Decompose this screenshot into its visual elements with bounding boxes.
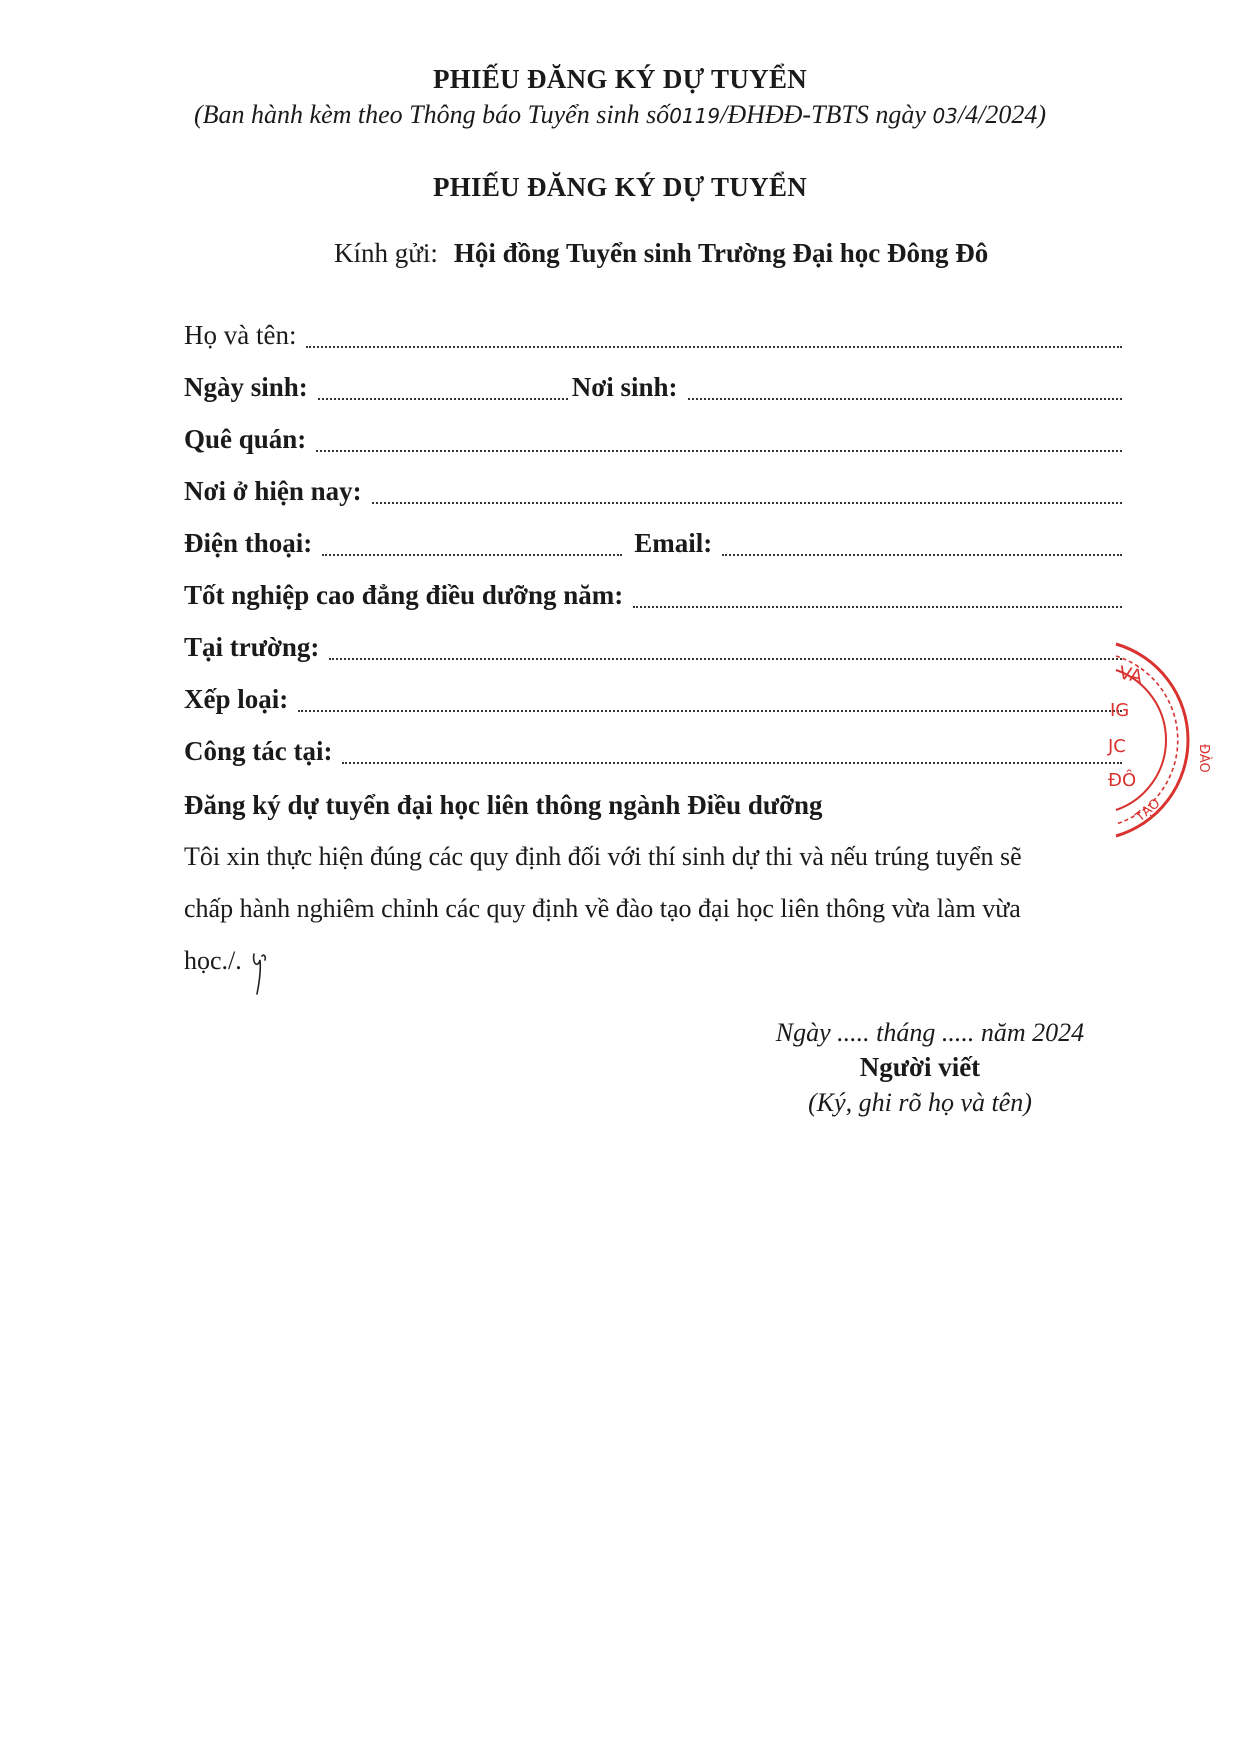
classification-blank[interactable] xyxy=(298,688,1122,712)
issuance-note-middle: /ĐHĐĐ-TBTS ngày xyxy=(720,100,933,129)
birth-field-row xyxy=(184,372,1122,406)
school-field xyxy=(184,632,1122,666)
workplace-blank[interactable] xyxy=(342,740,1122,764)
svg-text:VÀ: VÀ xyxy=(1116,662,1145,688)
signature-writer-title: Người viết xyxy=(859,1052,981,1082)
svg-text:TẠO: TẠO xyxy=(1132,796,1164,826)
svg-text:ĐÀO: ĐÀO xyxy=(1196,744,1211,773)
graduation-year-field xyxy=(184,580,1122,614)
commitment-line-2: chấp hành nghiêm chỉnh các quy định về đào tạo đại học liên thông vừa làm vừa xyxy=(184,894,1021,923)
addressee-line xyxy=(334,238,988,269)
issuance-note-prefix: (Ban hành kèm theo Thông báo Tuyển sinh số xyxy=(194,100,670,129)
birth-place-label: Nơi sinh: xyxy=(571,372,678,402)
hometown-blank[interactable] xyxy=(316,428,1122,452)
graduation-year-label: Tốt nghiệp cao đẳng điều dưỡng năm: xyxy=(184,580,624,610)
email-label: Email: xyxy=(634,528,713,558)
commitment-line-1: Tôi xin thực hiện đúng các quy định đối với thí sinh dự thi và nếu trúng tuyển sẽ xyxy=(184,842,1022,871)
workplace-field xyxy=(184,736,1122,770)
phone-label: Điện thoại: xyxy=(184,528,313,558)
birth-date-blank[interactable] xyxy=(318,376,568,400)
birth-place-blank[interactable] xyxy=(688,376,1122,400)
addressee-label: Kính gửi: xyxy=(334,238,438,268)
classification-label: Xếp loại: xyxy=(184,684,289,714)
graduation-year-blank[interactable] xyxy=(633,584,1122,608)
svg-text:IG: IG xyxy=(1110,700,1130,721)
current-address-field xyxy=(184,476,1122,510)
signature-note: (Ký, ghi rõ họ và tên) xyxy=(808,1088,1032,1117)
school-label: Tại trường: xyxy=(184,632,320,662)
form-title: PHIẾU ĐĂNG KÝ DỰ TUYỂN xyxy=(432,172,808,202)
hometown-field xyxy=(184,424,1122,458)
full-name-blank[interactable] xyxy=(306,324,1122,348)
addressee-name: Hội đồng Tuyển sinh Trường Đại học Đông Đô xyxy=(453,238,989,268)
official-seal-icon xyxy=(1096,640,1240,840)
phone-blank[interactable] xyxy=(322,532,622,556)
handwritten-day: 03 xyxy=(932,104,958,128)
classification-field xyxy=(184,684,1122,718)
svg-text:JC: JC xyxy=(1108,736,1126,757)
issuance-note-suffix: /4/2024) xyxy=(957,100,1046,129)
signature-date-line: Ngày ..... tháng ..... năm 2024 xyxy=(775,1018,1085,1047)
commitment-line-3: học./. xyxy=(184,946,242,975)
full-name-label: Họ và tên: xyxy=(184,320,297,350)
handwritten-number: 0119 xyxy=(669,104,721,128)
workplace-label: Công tác tại: xyxy=(184,736,333,766)
current-address-blank[interactable] xyxy=(372,480,1122,504)
initial-mark-icon xyxy=(248,950,272,996)
contact-field-row xyxy=(184,528,1122,562)
current-address-label: Nơi ở hiện nay: xyxy=(184,476,362,506)
section-heading: Đăng ký dự tuyển đại học liên thông ngành Điều dưỡng xyxy=(184,790,823,820)
hometown-label: Quê quán: xyxy=(184,424,307,454)
full-name-field xyxy=(184,320,1122,354)
school-blank[interactable] xyxy=(329,636,1122,660)
svg-text:ĐÔ: ĐÔ xyxy=(1108,770,1137,791)
birth-date-label: Ngày sinh: xyxy=(184,372,308,402)
form-title-header: PHIẾU ĐĂNG KÝ DỰ TUYỂN xyxy=(432,64,808,94)
email-blank[interactable] xyxy=(722,532,1122,556)
issuance-note xyxy=(0,100,1240,130)
